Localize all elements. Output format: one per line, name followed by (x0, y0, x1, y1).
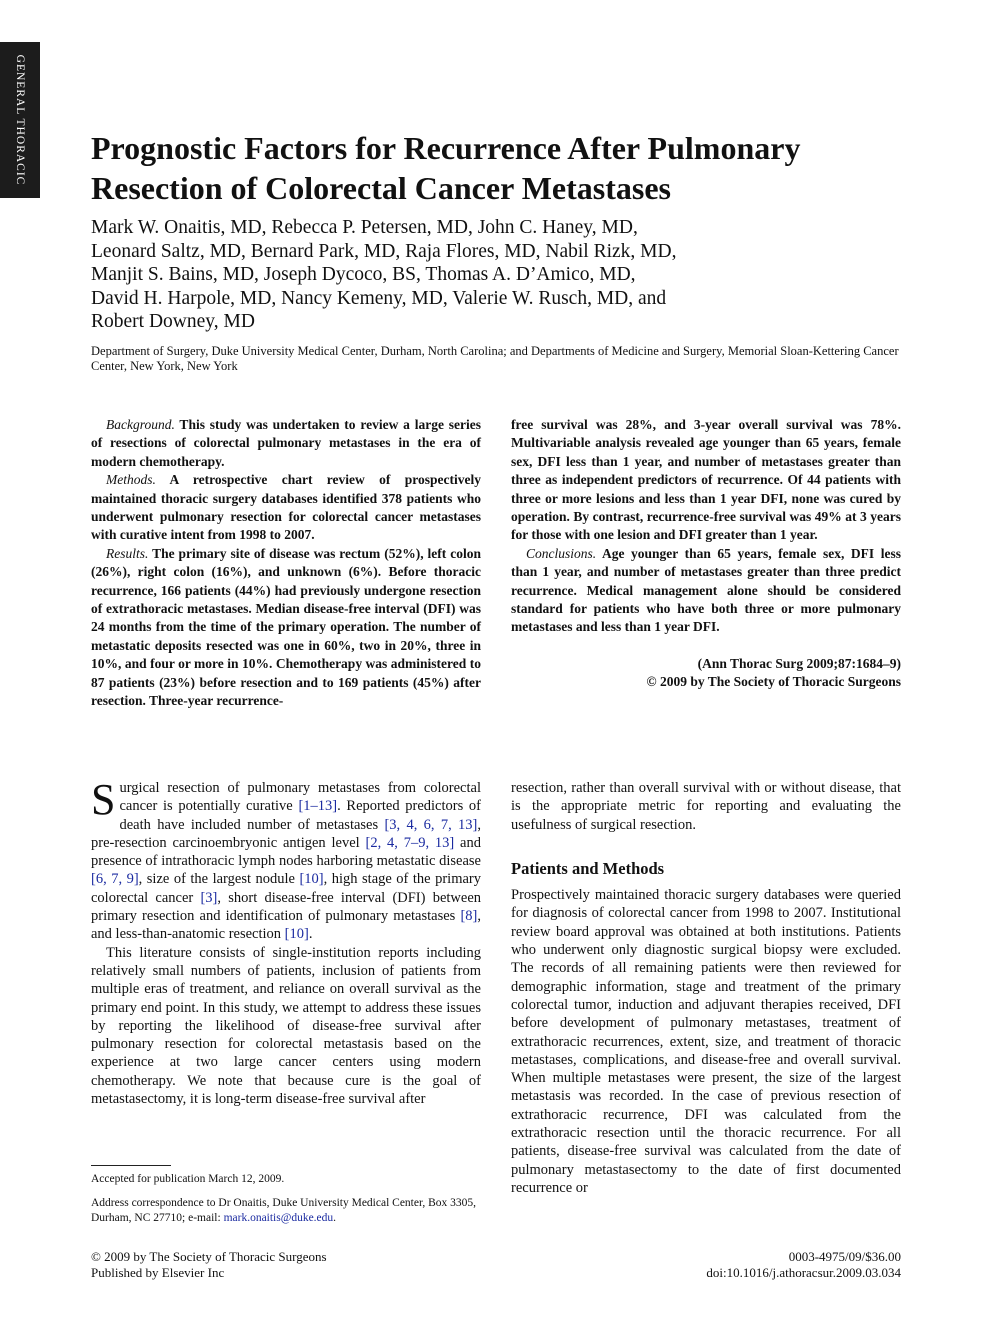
paragraph-text: , high stage of the primary colorectal cancer (91, 871, 481, 906)
footer-doi: doi:10.1016/j.athoracsur.2009.03.034 (706, 1265, 901, 1280)
abstract-copyright: © 2009 by The Society of Thoracic Surgeons (646, 674, 901, 690)
paragraph-text: . (308, 926, 313, 943)
section-side-tab-label: GENERAL THORACIC (14, 54, 26, 186)
abstract-conclusions-label: Conclusions. (526, 545, 597, 561)
paragraph-text: , and less-than-anatomic resection (91, 908, 481, 943)
abstract-results-label: Results. (106, 545, 149, 561)
paragraph-text: , short disease-free interval (DFI) between primary resection and identification of pulmonary metastases (91, 889, 482, 925)
intro-paragraph-1 (91, 775, 482, 944)
abstract-results (91, 545, 481, 711)
footer-left (91, 1249, 327, 1281)
abstract-right-column (511, 416, 901, 692)
section-heading: Patients and Methods (511, 858, 665, 878)
author-line: Manjit S. Bains, MD, Joseph Dycoco, BS, Thomas A. D’Amico, MD, (91, 264, 636, 285)
paragraph-text: urgical resection of pulmonary metastases from colorectal cancer is potentially curative (119, 780, 481, 815)
footer-publisher: Published by Elsevier Inc (91, 1265, 225, 1280)
author-list (91, 216, 891, 334)
methods-paragraph: Prospectively maintained thoracic surgery databases were queried for diagnosis of colorectal cancer from 1998 to 2007. Institutional review board approval was obtained at both institutions. Patients who underwent only diagnostic surgical biopsy were excluded. The records of all remaining patients were then reviewed for demographic information, stage and treatment of the primary colorectal tumor, induction and adjuvant therapies received, DFI before development of pulmonary metastases, treatment of extrathoracic recurrences, extent, size, and treatment of thoracic metastases, complications, and disease-free and overall survival. When multiple metastases were present, the size of the largest metastasis was recorded. In the case of previous resection of extrathoracic recurrence, DFI was calculated from the extrathoracic resection until the thoracic recurrence. For all patients, disease-free survival was calculated from the date of pulmonary metastasectomy to the date of first documented recurrence or (511, 887, 901, 1196)
abstract-methods-label: Methods. (106, 472, 156, 488)
body-right-column (511, 779, 901, 1197)
reference-link[interactable]: [2, 4, 7–9, 13] (365, 834, 455, 851)
abstract-background-label: Background. (106, 417, 175, 432)
title-line-1: Prognostic Factors for Recurrence After Pulmonary (91, 130, 801, 166)
footnote-address-text: Address correspondence to Dr Onaitis, Duke University Medical Center, Box 3305, Durham, NC 27710; e-mail: (91, 1197, 477, 1224)
abstract-results-text: The primary site of disease was rectum (52%), left colon (26%), right colon (16%), and unknown (6%). Before thoracic recurrence, 166 patients (44%) had previously undergone resection of extrathoracic metastases. Median disease-free interval (DFI) was 24 months from the time of the primary operation. The number of metastatic deposits resected was one in 60%, two in 20%, three in 10%, and four or more in 10%. Chemotherapy was administered to 87 patients (23%) before resection and to 169 patients (45%) after resection. Three-year recurrence- (91, 545, 481, 709)
author-line: Robert Downey, MD (91, 311, 255, 332)
footnote-address (91, 1196, 491, 1226)
body-left-column (91, 775, 482, 1108)
footer-right (706, 1249, 901, 1281)
abstract-methods (91, 471, 481, 545)
title-line-2: Resection of Colorectal Cancer Metastases (91, 170, 671, 206)
author-line: Mark W. Onaitis, MD, Rebecca P. Petersen, MD, John C. Haney, MD, (91, 217, 638, 238)
abstract-methods-text: A retrospective chart review of prospectively maintained thoracic surgery databases identified 378 patients who underwent pulmonary resection for colorectal cancer metastases with curative intent from 1998 to 2007. (91, 472, 481, 543)
author-line: David H. Harpole, MD, Nancy Kemeny, MD, Valerie W. Rusch, MD, and (91, 287, 667, 309)
footnote-accepted: Accepted for publication March 12, 2009. (91, 1173, 285, 1185)
footer-issn: 0003-4975/09/$36.00 (788, 1249, 901, 1264)
journal-citation: (Ann Thorac Surg 2009;87:1684–9) (697, 655, 901, 671)
footnote-address-end: . (333, 1212, 337, 1224)
paragraph-text: , size of the largest nodule (138, 871, 300, 888)
reference-link[interactable]: [3] (200, 889, 218, 906)
abstract-background (91, 416, 481, 471)
article-title (91, 128, 951, 208)
paragraph-text: . Reported predictors of death have included number of metastases (119, 798, 481, 833)
abstract-results-continued: free survival was 28%, and 3-year overall survival was 78%. Multivariable analysis revealed age younger than 65 years, female sex, DFI less than 1 year, and number of metastases greater than three as independent predictors of recurrence. Of 44 patients with three or more lesions and less than 1 year DFI, none was cured by operation. By contrast, recurrence-free survival was 49% at 3 years for those with one lesion and DFI greater than 1 year. (511, 417, 901, 543)
reference-link[interactable]: [10] (284, 926, 309, 943)
abstract-left-column (91, 416, 481, 711)
drop-cap: S (91, 775, 116, 824)
correspondence-email-link[interactable]: mark.onaitis@duke.edu (223, 1212, 334, 1224)
reference-link[interactable]: [10] (299, 871, 324, 888)
reference-link[interactable]: [8] (460, 908, 478, 925)
footer-copyright: © 2009 by The Society of Thoracic Surgeons (91, 1249, 327, 1264)
footnote-divider (91, 1165, 171, 1166)
intro-paragraph-3: resection, rather than overall survival with or without disease, that is the appropriate metric for reporting and evaluating the usefulness of surgical resection. (511, 780, 901, 833)
reference-link[interactable]: [6, 7, 9] (91, 871, 139, 888)
abstract-conclusions (511, 545, 901, 637)
paragraph-text: , pre-resection carcinoembryonic antigen level (91, 816, 481, 851)
abstract-conclusions-text: Age younger than 65 years, female sex, DFI less than 1 year, and number of metastases greater than three predict recurrence. Medical management alone should be considered standard for patients who have both three or more pulmonary metastases and less than 1 year DFI. (511, 545, 901, 635)
author-line: Leonard Saltz, MD, Bernard Park, MD, Raja Flores, MD, Nabil Rizk, MD, (91, 240, 677, 262)
reference-link[interactable]: [3, 4, 6, 7, 13] (384, 816, 478, 833)
abstract-background-text: This study was undertaken to review a large series of resections of colorectal pulmonary metastases in the era of modern chemotherapy. (91, 417, 481, 469)
reference-link[interactable]: [1–13] (298, 798, 338, 815)
affiliation: Department of Surgery, Duke University Medical Center, Durham, North Carolina; and Departments of Medicine and Surgery, Memorial Sloan-Kettering Cancer Center, New York, New York (91, 344, 899, 373)
section-side-tab (0, 42, 40, 198)
paragraph-text: and presence of intrathoracic lymph nodes harboring metastatic disease (91, 834, 481, 870)
intro-paragraph-2: This literature consists of single-institution reports including relatively small numbers of patients, inclusion of patients from multiple eras of treatment, and reliance on overall survival as the primary end point. In this study, we attempt to address these issues by reporting the likelihood of disease-free survival after pulmonary resection for colorectal metastasis based on the experience at two large cancer centers using modern chemotherapy. We note that because cure is the goal of metastasectomy, it is long-term disease-free survival after (91, 944, 481, 1108)
